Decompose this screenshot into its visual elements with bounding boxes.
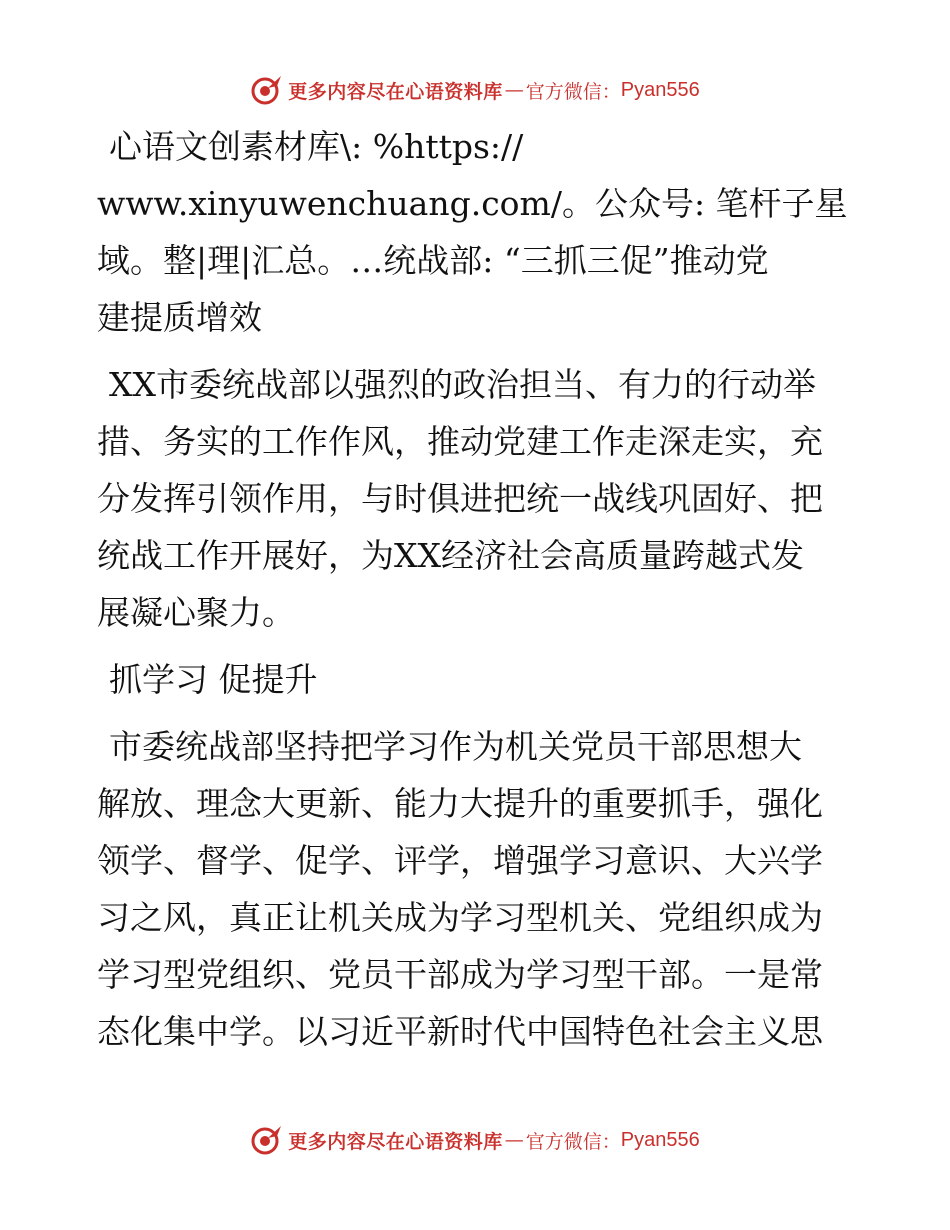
text-line: 统战工作开展好，为XX经济社会高质量跨越式发 [97, 536, 804, 575]
watermark-text: 更多内容尽在心语资料库 [288, 1130, 503, 1153]
watermark-wechat-label: 官方微信： [525, 1130, 621, 1153]
intro-paragraph [97, 118, 857, 346]
text-line: 市委统战部坚持把学习作为机关党员干部思想大 [109, 727, 802, 766]
text-line: 域。整|理|汇总。…统战部: “三抓三促”推动党 [97, 241, 769, 280]
watermark-wechat-id: Pyan556 [620, 78, 700, 101]
watermark-banner-bottom [0, 1120, 950, 1160]
text-line: 分发挥引领作用，与时俱进把统一战线巩固好、把 [97, 479, 823, 518]
text-line: 习之风，真正让机关成为学习型机关、党组织成为 [97, 898, 823, 937]
section-heading [97, 651, 857, 708]
text-line: 态化集中学。以习近平新时代中国特色社会主义思 [97, 1012, 823, 1051]
heading-line: 抓学习 促提升 [109, 660, 318, 699]
text-line: 解放、理念大更新、能力大提升的重要抓手，强化 [97, 784, 823, 823]
quill-logo-icon [250, 73, 284, 107]
text-line: 建提质增效 [97, 298, 262, 337]
watermark-dash: — [504, 1129, 524, 1151]
summary-paragraph [97, 356, 857, 641]
quill-logo-icon [250, 1123, 284, 1157]
text-line: 展凝心聚力。 [97, 593, 295, 632]
text-line: 措、务实的工作作风，推动党建工作走深走实，充 [97, 422, 823, 461]
text-line: 心语文创素材库\: %https:// [109, 127, 524, 166]
watermark-wechat-id: Pyan556 [620, 1128, 700, 1151]
text-line: www.xinyuwenchuang.com/。公众号: 笔杆子星 [97, 184, 848, 223]
watermark-text: 更多内容尽在心语资料库 [288, 80, 503, 103]
text-line: 学习型党组织、党员干部成为学习型干部。一是常 [97, 955, 823, 994]
text-line: XX市委统战部以强烈的政治担当、有力的行动举 [109, 365, 816, 404]
document-body [97, 118, 857, 1070]
watermark-wechat-label: 官方微信： [525, 80, 621, 103]
body-paragraph [97, 718, 857, 1060]
watermark-dash: — [504, 79, 524, 101]
text-line: 领学、督学、促学、评学，增强学习意识、大兴学 [97, 841, 823, 880]
watermark-banner-top [0, 70, 950, 110]
